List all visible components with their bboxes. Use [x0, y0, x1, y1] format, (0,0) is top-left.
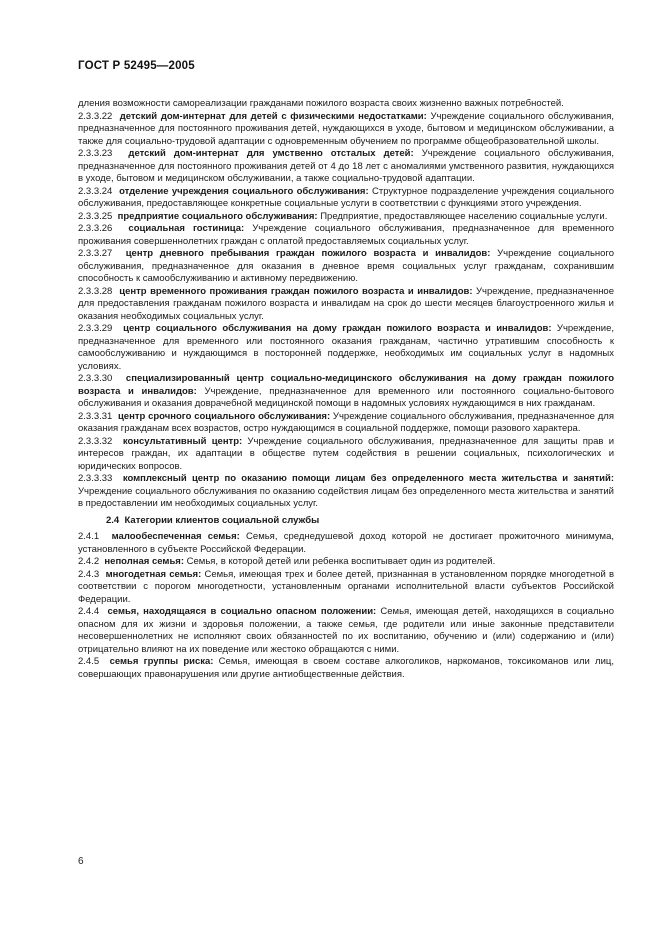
item-term: центр временного проживания граждан пожилого возраста и инвалидов: — [119, 285, 473, 297]
item-term: комплексный центр по оказанию помощи лицам без определенного места жительства и занятий: — [122, 473, 614, 484]
item-term: детский дом-интернат для умственно отсталых детей: — [128, 148, 414, 159]
page-number: 6 — [78, 856, 84, 867]
definition-item — [78, 211, 614, 224]
item-definition: Предприятие, предоставляющее населению социальные услуги. — [317, 210, 608, 222]
intro-continuation: дления возможности самореализации гражданами пожилого возраста своих жизненно важных потребностей. — [78, 98, 564, 109]
section-title: Категории клиентов социальной службы — [124, 514, 320, 526]
definitions-list-2-3-3 — [78, 111, 614, 511]
item-number: 2.3.3.31 — [78, 410, 113, 422]
item-term: консультативный центр: — [122, 435, 243, 447]
item-definition: Учреждение социального обслуживания по оказанию содействия лицам без определенного места жительства и занятий в предоставлении им необходимых социальных услуг. — [78, 485, 614, 509]
item-definition: Учреждение социального обслуживания, предназначенное для защиты прав и интересов граждан, их адаптации в обществе путем содействия в решении социальных, психологических и юридических вопросов. — [78, 435, 615, 472]
item-number: 2.3.3.24 — [78, 185, 113, 197]
definition-item — [78, 373, 614, 411]
document-body — [78, 98, 614, 681]
item-definition: Учреждение социального обслуживания, предназначенное для постоянного проживания детей, нуждающихся в уходе, бытовом и медицинском обслуживании, а также для социально-трудовой адаптации с одновременным обучением по программе общеобразовательной школы. — [78, 110, 614, 147]
item-term: малообеспеченная семья: — [111, 531, 240, 542]
item-definition: Учреждение социального обслуживания, предназначенное для постоянного проживания детей от 4 до 18 лет с аномалиями умственного развития, нуждающихся в уходе, бытовом и медицинском обслуживании, а также социально-трудовой адаптации. — [78, 148, 615, 184]
item-number: 2.4.4 — [78, 606, 100, 617]
definition-item — [78, 473, 614, 511]
item-term: социальная гостиница: — [128, 223, 245, 234]
item-term: специализированный центр социально-медицинского обслуживания на дому граждан пожилого возраста и инвалидов: — [78, 373, 614, 397]
item-number: 2.3.3.27 — [78, 248, 113, 259]
item-definition: Учреждение социального обслуживания, предназначенное для оказания в дневное время социальных услуг гражданам, сохранившим способность к самообслуживанию и активному передвижению. — [78, 248, 614, 284]
item-term: семья, находящаяся в социально опасном положении: — [107, 606, 377, 617]
definition-item — [78, 111, 614, 149]
definitions-list-2-4 — [78, 531, 614, 681]
section-heading — [78, 515, 614, 528]
definition-item — [78, 223, 614, 248]
document-header: ГОСТ Р 52495—2005 — [78, 60, 195, 72]
item-definition: Семья, имеющая в своем составе алкоголиков, наркоманов, токсикоманов или лиц, совершающих правонарушения или другие антиобщественные действия. — [78, 656, 614, 680]
item-definition: Семья, в которой детей или ребенка воспитывает один из родителей. — [184, 556, 496, 567]
item-number: 2.4.5 — [78, 656, 100, 667]
item-number: 2.4.2 — [78, 556, 100, 567]
item-term: центр дневного пребывания граждан пожилого возраста и инвалидов: — [125, 248, 491, 259]
item-definition: Учреждение, предназначенное для предоставления гражданам пожилого возраста и инвалидам на срок до шести месяцев благоустроенного жилья и оказания необходимых социальных услуг. — [78, 285, 615, 322]
item-term: предприятие социального обслуживания: — [117, 210, 318, 222]
item-term: семья группы риска: — [109, 656, 214, 667]
item-term: центр социального обслуживания на дому граждан пожилого возраста и инвалидов: — [123, 323, 552, 334]
section-number: 2.4 — [106, 514, 120, 526]
item-number: 2.3.3.30 — [78, 373, 113, 384]
definition-item — [78, 606, 614, 656]
definition-item — [78, 531, 614, 556]
item-definition: Учреждение социального обслуживания, предназначенное для временного проживания совершеннолетних граждан с оплатой предоставляемых социальных услуг. — [78, 223, 615, 247]
definition-item — [78, 248, 614, 286]
item-number: 2.4.1 — [78, 531, 100, 542]
item-definition: Структурное подразделение учреждения социального обслуживания, предоставляющее конкретные социальные услуги в соответствии с функциями этого учреждения. — [78, 185, 614, 209]
item-term: неполная семья: — [104, 556, 185, 567]
item-term: центр срочного социального обслуживания: — [117, 410, 331, 422]
definition-item — [78, 148, 614, 186]
item-number: 2.3.3.33 — [78, 473, 113, 484]
item-definition: Семья, имеющая трех и более детей, признанная в установленном порядке многодетной в соответствии с порогом многодетности, установленным органами исполнительной власти субъектов Российской Федерации. — [78, 568, 615, 605]
definition-item — [78, 286, 614, 324]
definition-item — [78, 569, 614, 607]
item-number: 2.3.3.25 — [78, 210, 113, 222]
definition-item — [78, 656, 614, 681]
item-definition: Учреждение, предназначенное для временного или постоянного социально-бытового обслуживания и оказания доврачебной медицинской помощи в надомных условиях нуждающимся в них гражданам. — [78, 385, 615, 409]
item-definition: Учреждение, предназначенное для временного или постоянного оказания гражданам, частично утратившим способность к самообслуживанию и нуждающимся в посторонней поддержке, необходимых им социальных услуг в надомных условиях. — [78, 323, 615, 372]
item-number: 2.3.3.29 — [78, 323, 113, 334]
item-number: 2.3.3.28 — [78, 285, 113, 297]
item-term: отделение учреждения социального обслуживания: — [119, 185, 369, 197]
item-number: 2.3.3.26 — [78, 223, 113, 234]
item-term: детский дом-интернат для детей с физическими недостатками: — [119, 110, 427, 122]
item-number: 2.3.3.22 — [78, 110, 113, 122]
item-definition: Семья, имеющая детей, находящихся в социально опасном для их жизни и здоровья положении, а также семья, где родители или иные законные представители несовершеннолетних не исполняют своих обязанностей по их воспитанию, обучению и (или) содержанию и (или) отрицательно влияют на их поведение или жестоко обращаются с ними. — [78, 606, 614, 655]
definition-item — [78, 556, 614, 569]
definition-item — [78, 411, 614, 436]
definition-item — [78, 323, 614, 373]
item-number: 2.3.3.32 — [78, 435, 113, 447]
item-definition: Семья, среднедушевой доход которой не достигает прожиточного минимума, установленного в субъекте Российской Федерации. — [78, 531, 614, 555]
item-definition: Учреждение социального обслуживания, предназначенное для оказания гражданам всех возрастов, остро нуждающимся в социальной поддержке, помощи разового характера. — [78, 410, 614, 434]
item-number: 2.3.3.23 — [78, 148, 113, 159]
item-term: многодетная семья: — [105, 568, 202, 580]
item-number: 2.4.3 — [78, 568, 100, 580]
definition-item — [78, 436, 614, 474]
definition-item — [78, 186, 614, 211]
